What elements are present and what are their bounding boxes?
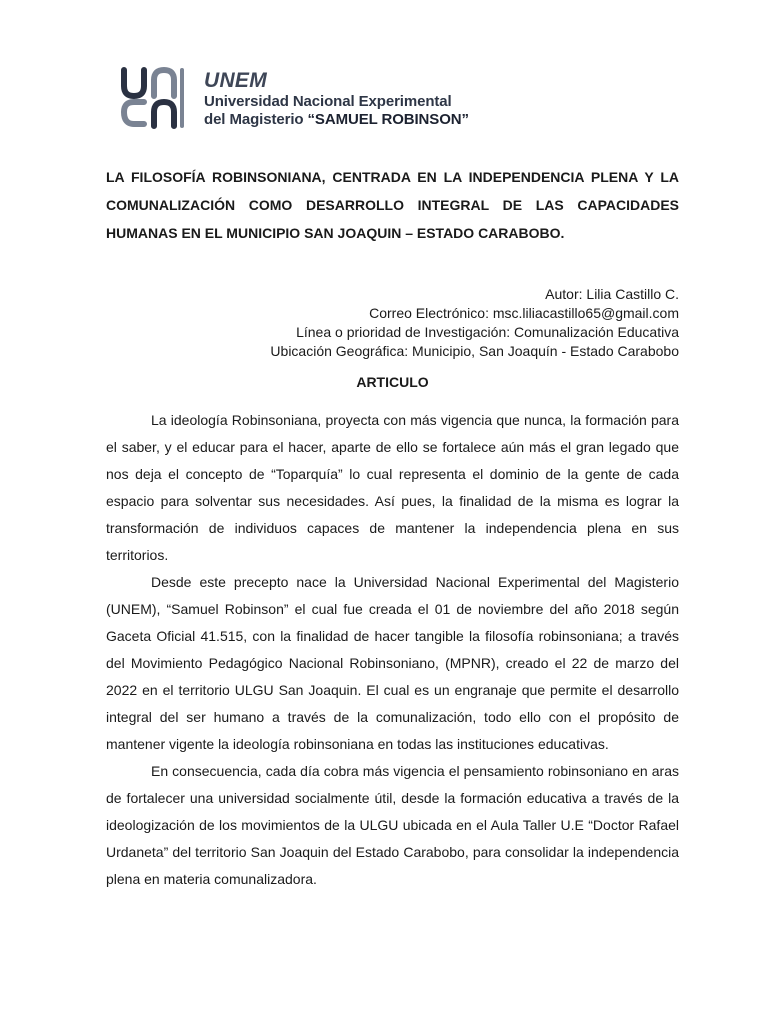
research-line: Línea o prioridad de Investigación: Comunalización Educativa [296,324,679,340]
logo-acronym: UNEM [204,68,268,92]
university-logo [120,64,469,132]
email-line: Correo Electrónico: msc.liliacastillo65@gmail.com [369,305,679,321]
article-body [106,407,679,893]
unem-logo-icon [120,66,190,130]
body-paragraph: Desde este precepto nace la Universidad Nacional Experimental del Magisterio (UNEM), “Samuel Robinson” el cual fue creada el 01 de noviembre del año 2018 según Gaceta Oficial 41.515, con la finalidad de hacer tangible la filosofía robinsoniana; a través del Movimiento Pedagógico Nacional Robinsoniano, (MPNR), creado el 22 de marzo del 2022 en el territorio ULGU San Joaquin. El cual es un engranaje que permite el desarrollo integral del ser humano a través de la comunalización, todo ello con el propósito de mantener vigente la ideología robinsoniana en todas las instituciones educativas. [106,574,679,752]
logo-magisterio-line [204,112,469,127]
section-heading: ARTICULO [356,374,429,390]
body-paragraph: La ideología Robinsoniana, proyecta con más vigencia que nunca, la formación para el saber, y el educar para el hacer, aparte de ello se fortalece aún más el gran legado que nos deja el concepto de “Toparquía” lo cual representa el dominio de la gente de cada espacio para solventar sus necesidades. Así pues, la finalidad de la misma es lograr la transformación de individuos capaces de mantener la independencia plena en sus territorios. [106,412,679,563]
logo-university-line: Universidad Nacional Experimental [204,92,452,110]
author-info [106,285,679,361]
author-line: Autor: Lilia Castillo C. [545,286,679,302]
logo-samuel-robinson: “SAMUEL ROBINSON” [307,110,469,128]
location-line: Ubicación Geográfica: Municipio, San Joaquín - Estado Carabobo [270,343,679,359]
logo-magisterio-prefix: del Magisterio [204,110,308,128]
logo-text [204,70,469,127]
body-paragraph: En consecuencia, cada día cobra más vigencia el pensamiento robinsoniano en aras de fortalecer una universidad socialmente útil, desde la formación educativa a través de la ideologización de los movimientos de la ULGU ubicada en el Aula Taller U.E “Doctor Rafael Urdaneta” del territorio San Joaquin del Estado Carabobo, para consolidar la independencia plena en materia comunalizadora. [106,763,679,887]
article-title: LA FILOSOFÍA ROBINSONIANA, CENTRADA EN LA INDEPENDENCIA PLENA Y LA COMUNALIZACIÓN COMO DESARROLLO INTEGRAL DE LAS CAPACIDADES HUMANAS EN EL MUNICIPIO SAN JOAQUIN – ESTADO CARABOBO. [106,169,679,241]
